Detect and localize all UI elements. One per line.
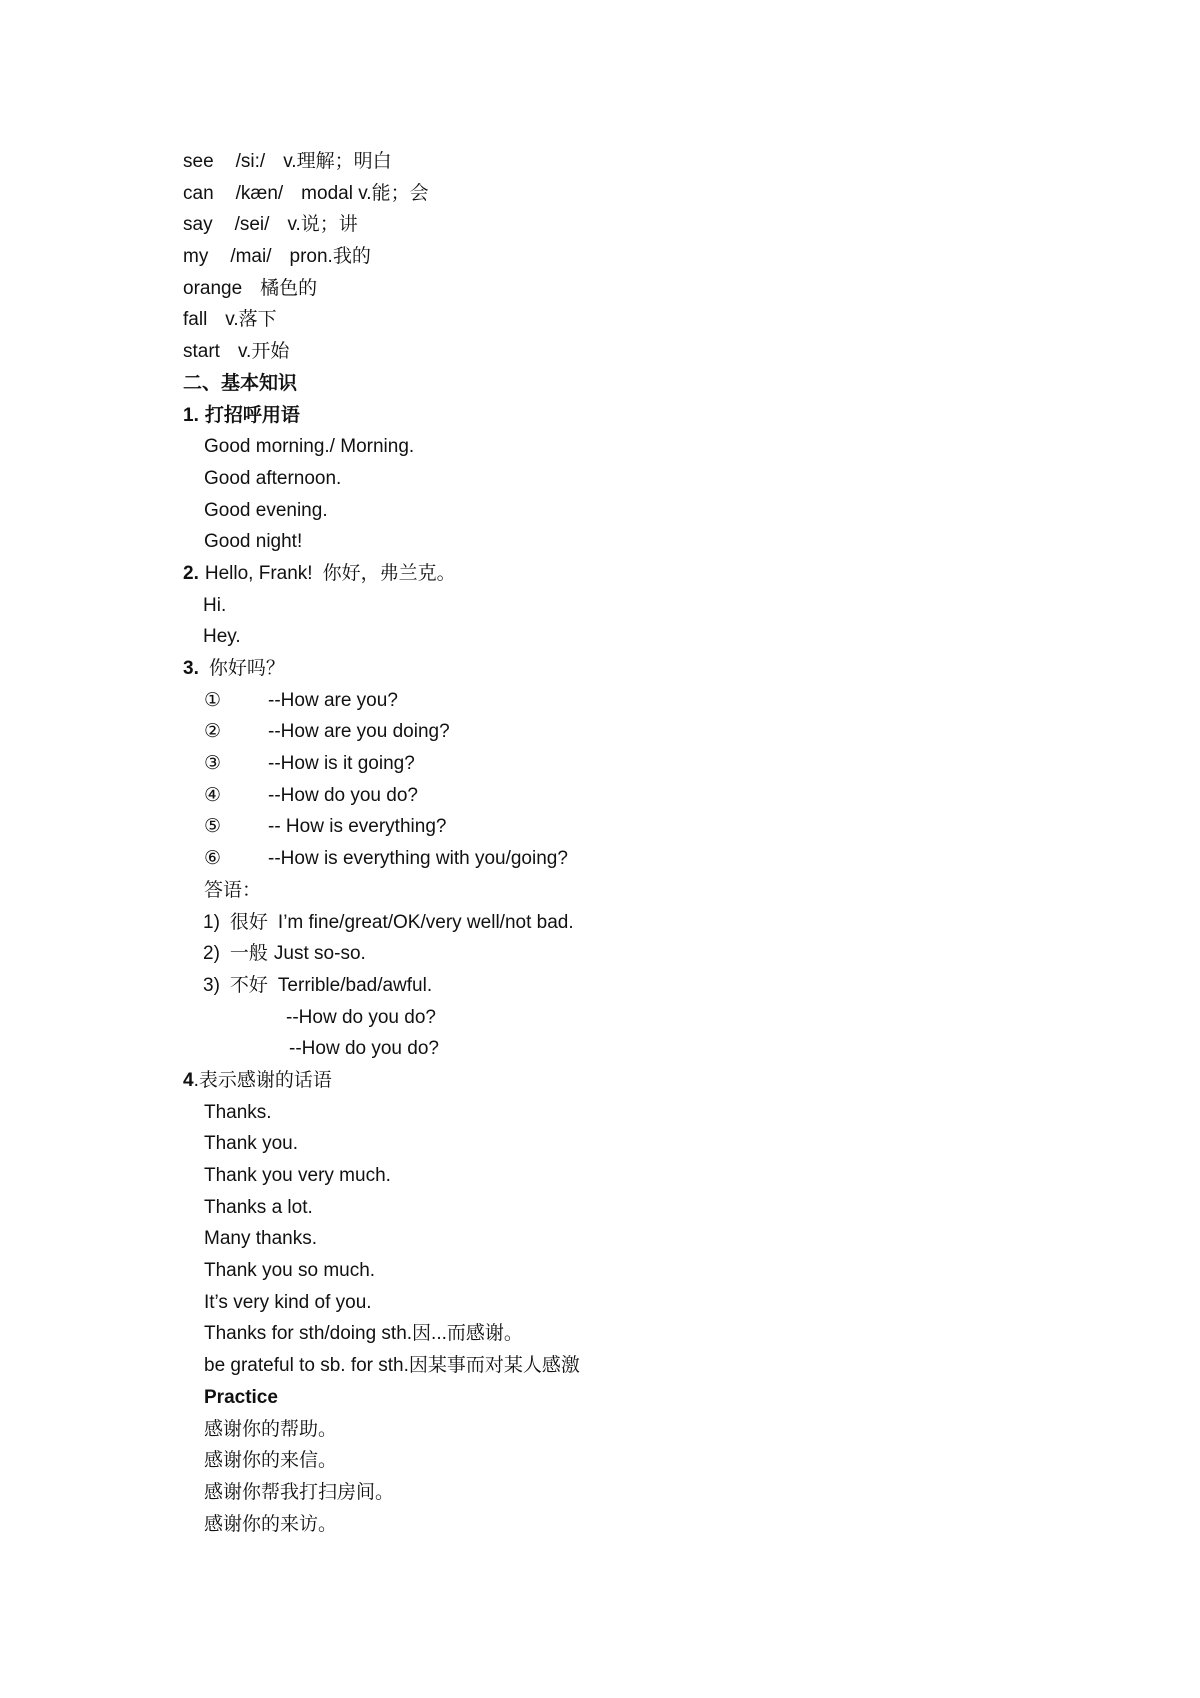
practice-line: 感谢你的来访。 bbox=[204, 1513, 338, 1535]
dialog-line: --How do you do? bbox=[286, 1006, 436, 1028]
answer-line bbox=[183, 938, 1083, 970]
practice-line: 感谢你帮我打扫房间。 bbox=[204, 1481, 395, 1503]
vocab-definition: v.开始 bbox=[237, 341, 290, 363]
answer-line bbox=[183, 907, 1083, 939]
vocab-phonetic: /sei/ bbox=[234, 214, 270, 236]
vocab-word: orange bbox=[183, 277, 243, 299]
practice-line: 感谢你的来信。 bbox=[204, 1450, 338, 1472]
greeting-line: Hi. bbox=[203, 594, 227, 616]
item1-heading bbox=[183, 400, 1083, 432]
circled-number: ⑤ bbox=[204, 816, 222, 838]
document-body bbox=[183, 146, 1083, 1540]
vocab-word: say bbox=[183, 214, 213, 236]
question-line bbox=[183, 716, 1083, 748]
vocab-line-orange bbox=[183, 273, 1083, 305]
thanks-line: Thank you very much. bbox=[204, 1165, 391, 1186]
answers-label: 答语： bbox=[204, 879, 262, 901]
item-title: 打招呼用语 bbox=[204, 404, 300, 426]
item-number: 4 bbox=[183, 1069, 194, 1091]
greeting-line: Good morning./ Morning. bbox=[204, 436, 415, 458]
question-text: --How is it going? bbox=[268, 753, 415, 775]
practice-line: 感谢你的帮助。 bbox=[204, 1418, 338, 1440]
answer-number: 1) bbox=[203, 911, 220, 933]
vocab-phonetic: /si:/ bbox=[235, 151, 266, 172]
item-text: Hello, Frank! bbox=[204, 562, 313, 584]
greeting-line: Good afternoon. bbox=[204, 467, 342, 489]
thanks-line: Thanks a lot. bbox=[204, 1196, 313, 1218]
vocab-definition: v.落下 bbox=[225, 309, 277, 331]
vocab-line-fall bbox=[183, 304, 1083, 336]
item-number: 2. bbox=[183, 562, 199, 584]
vocab-line-can bbox=[183, 178, 1083, 210]
question-text: --How do you do? bbox=[268, 784, 418, 806]
practice-label: Practice bbox=[204, 1386, 278, 1408]
thanks-line: Thank you. bbox=[204, 1133, 298, 1155]
thanks-line: Thank you so much. bbox=[204, 1260, 376, 1282]
question-text: -- How is everything? bbox=[268, 816, 447, 838]
vocab-phonetic: /mai/ bbox=[230, 246, 272, 268]
question-text: --How are you doing? bbox=[268, 721, 450, 743]
question-line bbox=[183, 811, 1083, 843]
question-text: --How are you? bbox=[268, 689, 398, 711]
item-translation: 你好，弗兰克。 bbox=[322, 562, 456, 584]
item-number: 1. bbox=[183, 404, 199, 426]
circled-number: ④ bbox=[204, 784, 222, 806]
vocab-word: start bbox=[183, 341, 220, 363]
vocab-definition: v.理解；明白 bbox=[283, 151, 392, 172]
answer-zh: 一般 bbox=[229, 943, 268, 965]
answer-line bbox=[183, 970, 1083, 1002]
answer-zh: 很好 bbox=[229, 911, 268, 933]
thanks-line: Many thanks. bbox=[204, 1228, 317, 1250]
question-line bbox=[183, 748, 1083, 780]
vocab-definition: v.说；讲 bbox=[287, 214, 358, 236]
question-text: --How is everything with you/going? bbox=[268, 848, 568, 870]
circled-number: ① bbox=[204, 689, 222, 711]
question-line bbox=[183, 685, 1083, 717]
dialog-line: --How do you do? bbox=[289, 1038, 439, 1060]
answer-en: Terrible/bad/awful. bbox=[277, 974, 433, 996]
circled-number: ③ bbox=[204, 753, 222, 775]
thanks-line: Thanks for sth/doing sth.因...而感谢。 bbox=[204, 1323, 523, 1345]
item-title: .表示感谢的话语 bbox=[193, 1069, 332, 1091]
greeting-line: Hey. bbox=[203, 626, 241, 648]
item2-heading bbox=[183, 558, 1083, 590]
answer-en: I’m fine/great/OK/very well/not bad. bbox=[277, 911, 574, 933]
question-line bbox=[183, 843, 1083, 875]
vocab-line-say bbox=[183, 209, 1083, 241]
item-number: 3. bbox=[183, 658, 199, 679]
answer-number: 2) bbox=[203, 943, 220, 965]
answer-en: Just so-so. bbox=[273, 943, 366, 965]
question-line bbox=[183, 780, 1083, 812]
vocab-word: fall bbox=[183, 309, 208, 331]
greeting-line: Good evening. bbox=[204, 499, 328, 521]
item4-heading bbox=[183, 1065, 1083, 1097]
answer-zh: 不好 bbox=[229, 974, 268, 996]
thanks-line: be grateful to sb. for sth.因某事而对某人感激 bbox=[204, 1355, 580, 1377]
vocab-phonetic: /kæn/ bbox=[235, 182, 284, 204]
vocab-line-see bbox=[183, 146, 1083, 178]
thanks-line: It’s very kind of you. bbox=[204, 1291, 372, 1313]
vocab-line-start bbox=[183, 336, 1083, 368]
answer-number: 3) bbox=[203, 974, 220, 996]
vocab-line-my bbox=[183, 241, 1083, 273]
item3-heading bbox=[183, 653, 1083, 685]
thanks-line: Thanks. bbox=[204, 1101, 272, 1123]
vocab-word: see bbox=[183, 151, 214, 172]
greeting-line: Good night! bbox=[204, 531, 303, 553]
circled-number: ⑥ bbox=[204, 848, 222, 870]
item-title: 你好吗？ bbox=[208, 658, 285, 679]
vocab-definition: 橘色的 bbox=[260, 277, 318, 299]
section-heading: 二、基本知识 bbox=[183, 372, 298, 394]
vocab-definition: modal v.能；会 bbox=[301, 182, 429, 204]
circled-number: ② bbox=[204, 721, 222, 743]
vocab-word: can bbox=[183, 182, 214, 204]
vocab-word: my bbox=[183, 246, 209, 268]
vocab-definition: pron.我的 bbox=[289, 246, 371, 268]
